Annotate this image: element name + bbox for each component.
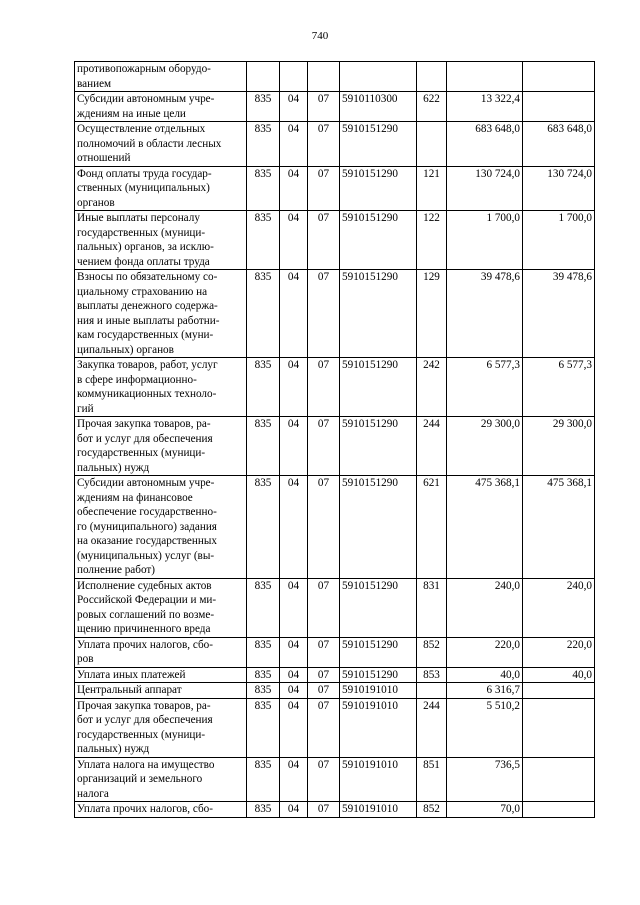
expense-type-code-cell: 622 bbox=[417, 92, 447, 122]
expense-name-cell: Закупка товаров, работ, услуг в сфере информационно- коммуникационных техноло- гий bbox=[75, 358, 247, 417]
expense-type-code-cell: 121 bbox=[417, 166, 447, 211]
expense-name-cell: Уплата прочих налогов, сбо- ров bbox=[75, 637, 247, 667]
subsection-code-cell: 07 bbox=[308, 270, 340, 358]
amount-cell: 736,5 bbox=[447, 757, 523, 802]
amount-subvention-cell bbox=[523, 757, 595, 802]
section-code-cell: 04 bbox=[280, 166, 308, 211]
section-code-cell: 04 bbox=[280, 667, 308, 683]
ministry-code-cell: 835 bbox=[247, 757, 280, 802]
section-code-cell: 04 bbox=[280, 211, 308, 270]
target-article-code-cell bbox=[340, 62, 417, 92]
target-article-code-cell: 5910191010 bbox=[340, 698, 417, 757]
subsection-code-cell: 07 bbox=[308, 757, 340, 802]
subsection-code-cell: 07 bbox=[308, 211, 340, 270]
expense-type-code-cell: 242 bbox=[417, 358, 447, 417]
ministry-code-cell: 835 bbox=[247, 417, 280, 476]
amount-subvention-cell bbox=[523, 92, 595, 122]
table-row bbox=[75, 417, 595, 476]
section-code-cell bbox=[280, 62, 308, 92]
ministry-code-cell: 835 bbox=[247, 578, 280, 637]
expense-type-code-cell: 129 bbox=[417, 270, 447, 358]
table-row bbox=[75, 92, 595, 122]
target-article-code-cell: 5910191010 bbox=[340, 802, 417, 818]
target-article-code-cell: 5910191010 bbox=[340, 683, 417, 699]
expense-name-cell: Уплата иных платежей bbox=[75, 667, 247, 683]
amount-subvention-cell: 39 478,6 bbox=[523, 270, 595, 358]
ministry-code-cell: 835 bbox=[247, 802, 280, 818]
amount-cell: 5 510,2 bbox=[447, 698, 523, 757]
subsection-code-cell: 07 bbox=[308, 683, 340, 699]
amount-subvention-cell bbox=[523, 802, 595, 818]
amount-cell: 1 700,0 bbox=[447, 211, 523, 270]
section-code-cell: 04 bbox=[280, 802, 308, 818]
subsection-code-cell: 07 bbox=[308, 698, 340, 757]
target-article-code-cell: 5910151290 bbox=[340, 667, 417, 683]
ministry-code-cell: 835 bbox=[247, 166, 280, 211]
expense-name-cell: Прочая закупка товаров, ра- бот и услуг для обеспечения государственных (муници- пальных) нужд bbox=[75, 698, 247, 757]
expense-type-code-cell: 122 bbox=[417, 211, 447, 270]
subsection-code-cell: 07 bbox=[308, 417, 340, 476]
section-code-cell: 04 bbox=[280, 476, 308, 579]
expense-name-cell: Иные выплаты персоналу государственных (муници- пальных) органов, за исклю- чением фонда оплаты труда bbox=[75, 211, 247, 270]
subsection-code-cell: 07 bbox=[308, 122, 340, 167]
expense-name-cell: противопожарным оборудо- ванием bbox=[75, 62, 247, 92]
target-article-code-cell: 5910151290 bbox=[340, 358, 417, 417]
ministry-code-cell: 835 bbox=[247, 92, 280, 122]
subsection-code-cell: 07 bbox=[308, 92, 340, 122]
section-code-cell: 04 bbox=[280, 578, 308, 637]
amount-cell: 13 322,4 bbox=[447, 92, 523, 122]
subsection-code-cell: 07 bbox=[308, 476, 340, 579]
ministry-code-cell bbox=[247, 62, 280, 92]
amount-subvention-cell: 130 724,0 bbox=[523, 166, 595, 211]
expense-type-code-cell: 851 bbox=[417, 757, 447, 802]
target-article-code-cell: 5910151290 bbox=[340, 122, 417, 167]
amount-cell: 130 724,0 bbox=[447, 166, 523, 211]
table-row bbox=[75, 270, 595, 358]
target-article-code-cell: 5910151290 bbox=[340, 476, 417, 579]
expense-type-code-cell: 853 bbox=[417, 667, 447, 683]
target-article-code-cell: 5910151290 bbox=[340, 578, 417, 637]
table-row bbox=[75, 757, 595, 802]
section-code-cell: 04 bbox=[280, 698, 308, 757]
target-article-code-cell: 5910110300 bbox=[340, 92, 417, 122]
expense-name-cell: Уплата прочих налогов, сбо- bbox=[75, 802, 247, 818]
ministry-code-cell: 835 bbox=[247, 476, 280, 579]
amount-subvention-cell: 1 700,0 bbox=[523, 211, 595, 270]
budget-table bbox=[74, 61, 595, 818]
section-code-cell: 04 bbox=[280, 757, 308, 802]
subsection-code-cell: 07 bbox=[308, 166, 340, 211]
expense-type-code-cell: 831 bbox=[417, 578, 447, 637]
target-article-code-cell: 5910151290 bbox=[340, 417, 417, 476]
expense-name-cell: Осуществление отдельных полномочий в области лесных отношений bbox=[75, 122, 247, 167]
amount-cell: 6 316,7 bbox=[447, 683, 523, 699]
table-row bbox=[75, 698, 595, 757]
table-row bbox=[75, 683, 595, 699]
expense-name-cell: Центральный аппарат bbox=[75, 683, 247, 699]
subsection-code-cell: 07 bbox=[308, 358, 340, 417]
expense-type-code-cell bbox=[417, 122, 447, 167]
amount-cell: 6 577,3 bbox=[447, 358, 523, 417]
target-article-code-cell: 5910151290 bbox=[340, 211, 417, 270]
target-article-code-cell: 5910191010 bbox=[340, 757, 417, 802]
amount-cell: 475 368,1 bbox=[447, 476, 523, 579]
expense-name-cell: Уплата налога на имущество организаций и земельного налога bbox=[75, 757, 247, 802]
section-code-cell: 04 bbox=[280, 122, 308, 167]
amount-subvention-cell: 475 368,1 bbox=[523, 476, 595, 579]
amount-cell: 683 648,0 bbox=[447, 122, 523, 167]
table-row bbox=[75, 637, 595, 667]
subsection-code-cell: 07 bbox=[308, 802, 340, 818]
target-article-code-cell: 5910151290 bbox=[340, 637, 417, 667]
amount-cell: 70,0 bbox=[447, 802, 523, 818]
table-row bbox=[75, 166, 595, 211]
ministry-code-cell: 835 bbox=[247, 637, 280, 667]
expense-name-cell: Субсидии автономным учре- ждениям на иные цели bbox=[75, 92, 247, 122]
ministry-code-cell: 835 bbox=[247, 270, 280, 358]
subsection-code-cell: 07 bbox=[308, 578, 340, 637]
table-row bbox=[75, 476, 595, 579]
amount-subvention-cell bbox=[523, 62, 595, 92]
ministry-code-cell: 835 bbox=[247, 667, 280, 683]
ministry-code-cell: 835 bbox=[247, 122, 280, 167]
amount-cell: 29 300,0 bbox=[447, 417, 523, 476]
table-row bbox=[75, 578, 595, 637]
amount-subvention-cell: 40,0 bbox=[523, 667, 595, 683]
amount-cell: 220,0 bbox=[447, 637, 523, 667]
table-row bbox=[75, 802, 595, 818]
expense-type-code-cell: 621 bbox=[417, 476, 447, 579]
amount-cell: 240,0 bbox=[447, 578, 523, 637]
amount-cell: 40,0 bbox=[447, 667, 523, 683]
expense-type-code-cell bbox=[417, 62, 447, 92]
ministry-code-cell: 835 bbox=[247, 358, 280, 417]
table-row bbox=[75, 667, 595, 683]
section-code-cell: 04 bbox=[280, 637, 308, 667]
section-code-cell: 04 bbox=[280, 92, 308, 122]
expense-name-cell: Взносы по обязательному со- циальному страхованию на выплаты денежного содержа- ния и иные выплаты работни- кам государственных (муни- ципальных) органов bbox=[75, 270, 247, 358]
subsection-code-cell: 07 bbox=[308, 667, 340, 683]
ministry-code-cell: 835 bbox=[247, 683, 280, 699]
amount-cell bbox=[447, 62, 523, 92]
amount-subvention-cell bbox=[523, 698, 595, 757]
budget-table-body bbox=[75, 62, 595, 818]
section-code-cell: 04 bbox=[280, 270, 308, 358]
amount-subvention-cell: 220,0 bbox=[523, 637, 595, 667]
expense-type-code-cell: 244 bbox=[417, 417, 447, 476]
target-article-code-cell: 5910151290 bbox=[340, 270, 417, 358]
amount-subvention-cell bbox=[523, 683, 595, 699]
ministry-code-cell: 835 bbox=[247, 698, 280, 757]
subsection-code-cell bbox=[308, 62, 340, 92]
expense-name-cell: Исполнение судебных актов Российской Федерации и ми- ровых соглашений по возме- щению причиненного вреда bbox=[75, 578, 247, 637]
section-code-cell: 04 bbox=[280, 683, 308, 699]
expense-type-code-cell: 852 bbox=[417, 637, 447, 667]
table-row bbox=[75, 62, 595, 92]
amount-subvention-cell: 240,0 bbox=[523, 578, 595, 637]
expense-name-cell: Прочая закупка товаров, ра- бот и услуг для обеспечения государственных (муници- пальных) нужд bbox=[75, 417, 247, 476]
subsection-code-cell: 07 bbox=[308, 637, 340, 667]
expense-name-cell: Субсидии автономным учре- ждениям на финансовое обеспечение государственно- го (муниципального) задания на оказание государственных (муниципальных) услуг (вы- полнение работ) bbox=[75, 476, 247, 579]
table-row bbox=[75, 211, 595, 270]
table-row bbox=[75, 358, 595, 417]
section-code-cell: 04 bbox=[280, 417, 308, 476]
amount-subvention-cell: 29 300,0 bbox=[523, 417, 595, 476]
expense-type-code-cell bbox=[417, 683, 447, 699]
amount-subvention-cell: 6 577,3 bbox=[523, 358, 595, 417]
ministry-code-cell: 835 bbox=[247, 211, 280, 270]
page-number: 740 bbox=[311, 30, 329, 42]
expense-type-code-cell: 244 bbox=[417, 698, 447, 757]
expense-type-code-cell: 852 bbox=[417, 802, 447, 818]
target-article-code-cell: 5910151290 bbox=[340, 166, 417, 211]
section-code-cell: 04 bbox=[280, 358, 308, 417]
expense-name-cell: Фонд оплаты труда государ- ственных (муниципальных) органов bbox=[75, 166, 247, 211]
amount-subvention-cell: 683 648,0 bbox=[523, 122, 595, 167]
amount-cell: 39 478,6 bbox=[447, 270, 523, 358]
table-row bbox=[75, 122, 595, 167]
